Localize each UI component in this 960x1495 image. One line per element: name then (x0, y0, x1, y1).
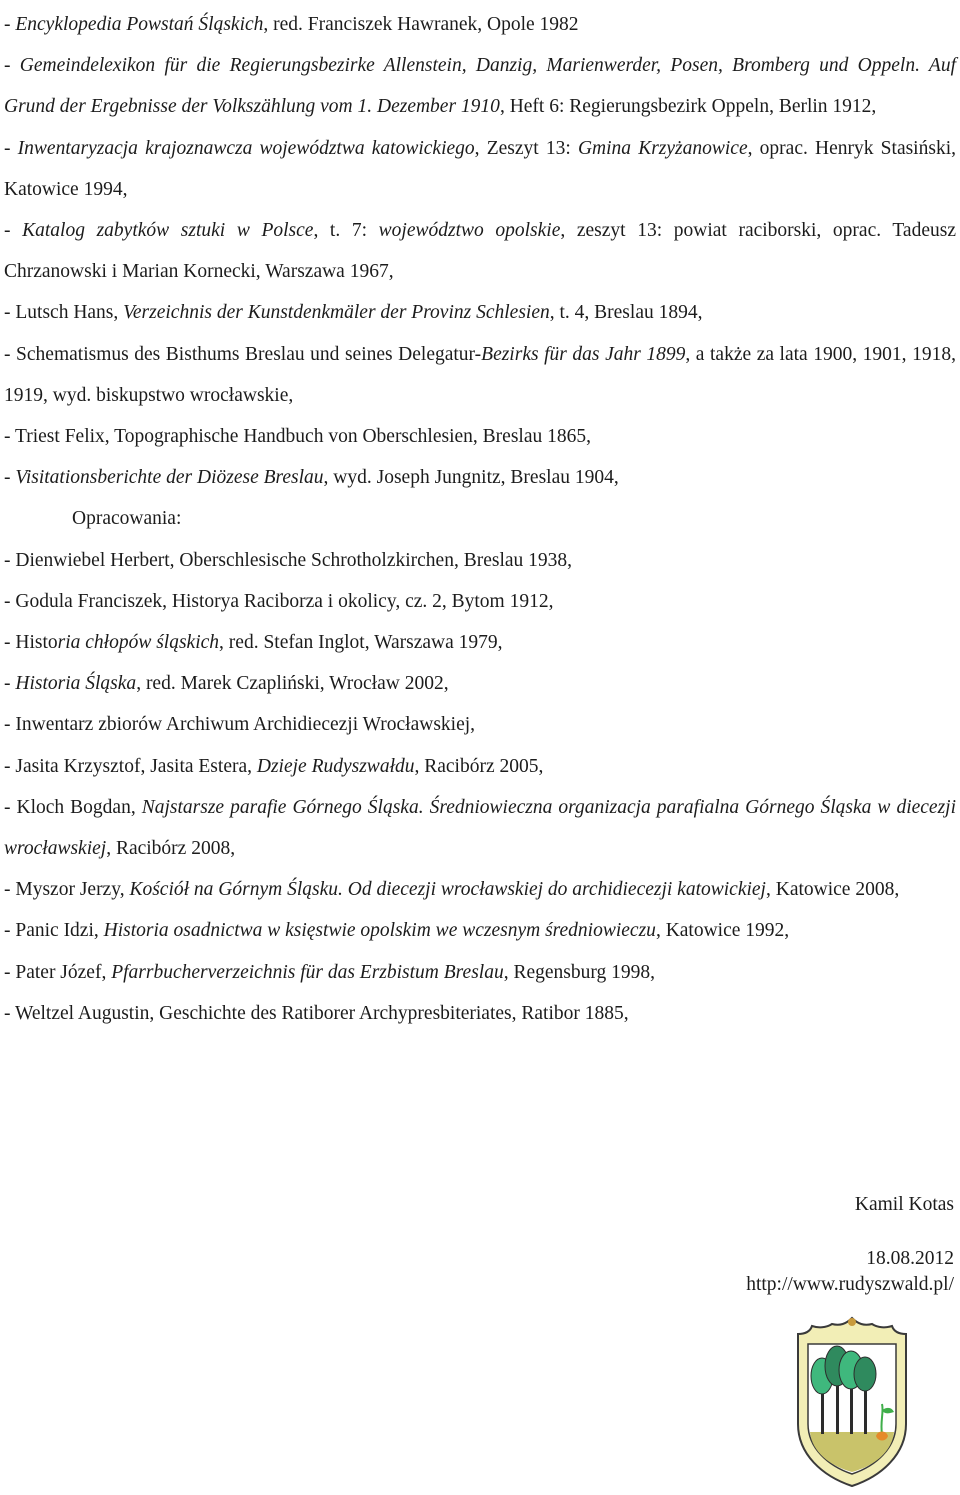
study-entry (4, 993, 956, 1034)
study-entry (4, 622, 956, 663)
entry-text-run: - Pater Józef, (4, 961, 112, 983)
entry-text-run: - Lutsch Hans, (4, 302, 124, 324)
study-entry (4, 910, 956, 951)
entry-text-run: Katalog zabytków sztuki w Polsce (22, 220, 314, 242)
study-entry (4, 540, 956, 581)
source-entry (4, 334, 956, 416)
entry-text-run: , Katowice 1992, (655, 920, 790, 942)
source-entry (4, 210, 956, 292)
study-entry (4, 581, 956, 622)
entry-text-run: , Regensburg 1998, (503, 961, 656, 983)
entry-text-run: - Schematismus des Bisthums Breslau und seines Delegatur- (4, 343, 482, 365)
entry-text-run: , Katowice 2008, (765, 879, 900, 901)
entry-text-run: - Myszor Jerzy, (4, 879, 130, 901)
study-entry (4, 952, 956, 993)
entry-text-run: , a także za lata 1900, 1901, 1918, 1919, wyd. biskupstwo wrocławskie, (4, 343, 956, 406)
entry-text-run: - (4, 220, 23, 242)
entry-text-run: - Weltzel Augustin, Geschichte des Ratiborer Archypresbiteriates, Ratibor 1885, (4, 1002, 629, 1024)
entry-text-run: Verzeichnis der Kunstdenkmäler der Provinz Schlesien (123, 302, 550, 324)
source-entry (4, 457, 956, 498)
study-entry (4, 663, 956, 704)
entry-text-run: , oprac. Henryk Stasiński, Katowice 1994, (4, 137, 956, 200)
website-link[interactable]: http://www.rudyszwald.pl/ (746, 1274, 954, 1295)
source-entry (4, 4, 956, 45)
entry-text-run: , Racibórz 2005, (414, 755, 544, 777)
entry-text-run: - Inwentarz zbiorów Archiwum Archidiecezji Wrocławskiej, (4, 714, 476, 736)
entry-text-run: - Godula Franciszek, Historya Raciborza i okolicy, cz. 2, Bytom 1912, (4, 590, 554, 612)
village-crest-icon (788, 1314, 916, 1490)
entry-text-run: , Heft 6: Regierungsbezirk Oppeln, Berlin 1912, (499, 96, 877, 118)
study-entry (4, 704, 956, 745)
crest-sprout-stem (881, 1404, 882, 1434)
study-entry (4, 746, 956, 787)
entry-text-run: - Kloch Bogdan, (4, 796, 142, 818)
document-date: 18.08.2012 (866, 1248, 954, 1269)
entry-text-run: Historia osadnictwa w księstwie opolskim we wczesnym średniowieczu (103, 920, 656, 942)
entry-text-run: - Dienwiebel Herbert, Oberschlesische Schrotholzkirchen, Breslau 1938, (4, 549, 573, 571)
entry-text-run: - (4, 673, 16, 695)
entry-text-run: Inwentaryzacja krajoznawcza województwa katowickiego (17, 137, 475, 159)
study-entry (4, 787, 956, 869)
entry-text-run: , red. Stefan Inglot, Warszawa 1979, (219, 632, 503, 654)
entry-text-run: województwo opolskie (378, 220, 561, 242)
source-entry (4, 128, 956, 210)
entry-text-run: - Jasita Krzysztof, Jasita Estera, (4, 755, 257, 777)
entry-text-run: - Gemeindelexikon für die Regierungsbezirke Allenstein, Danzig, Marienwerder, Posen, Bromberg und Oppeln. Auf Grund der Ergebnisse der Volkszählung vom 1. Dezember 1910 (4, 55, 956, 118)
sources-list (4, 4, 956, 498)
entry-text-run: ria chłopów śląskich (57, 632, 220, 654)
entry-text-run: , red. Marek Czapliński, Wrocław 2002, (136, 673, 449, 695)
entry-text-run: Gmina Krzyżanowice (577, 137, 748, 159)
entry-text-run: , red. Franciszek Hawranek, Opole 1982 (263, 14, 579, 35)
source-entry (4, 45, 956, 127)
crest-top-ornament (848, 1318, 856, 1326)
studies-list (4, 540, 956, 1034)
entry-text-run: Najstarsze parafie Górnego Śląska. Średniowieczna organizacja parafialna Górnego Śląska w diecezji wrocławskiej (4, 796, 957, 860)
entry-text-run: , zeszyt 13: powiat raciborski, oprac. Tadeusz Chrzanowski i Marian Kornecki, Warszawa 1967, (4, 220, 956, 283)
source-entry (4, 292, 956, 333)
author-signature: Kamil Kotas (854, 1194, 954, 1215)
entry-text-run: Kościół na Górnym Śląsku. Od diecezji wrocławskiej do archidiecezji katowickiej (129, 879, 766, 901)
entry-text-run: Dzieje Rudyszwałdu (256, 755, 415, 777)
entry-text-run: - (4, 467, 16, 489)
entry-text-run: Visitationsberichte der Diözese Breslau (15, 467, 324, 489)
entry-text-run: - Encyklopedia Powstań Śląskich (4, 14, 264, 35)
entry-text-run: Pfarrbucherverzeichnis für das Erzbistum Breslau (111, 961, 504, 983)
entry-text-run: - Histo (4, 632, 58, 654)
entry-text-run: Bezirks für das Jahr 1899 (481, 343, 686, 365)
entry-text-run: , t. 7: (313, 220, 379, 242)
bibliography-document (4, 4, 956, 1034)
entry-text-run: - (4, 137, 18, 159)
entry-text-run: , t. 4, Breslau 1894, (549, 302, 703, 324)
tree-crown-4 (854, 1357, 876, 1391)
entry-text-run: Historia Śląska (15, 673, 137, 695)
section-heading-studies: Opracowania: (72, 508, 182, 530)
entry-text-run: , Zeszyt 13: (474, 137, 578, 159)
source-entry (4, 416, 956, 457)
study-entry (4, 869, 956, 910)
entry-text-run: , Racibórz 2008, (106, 838, 236, 860)
entry-text-run: - Panic Idzi, (4, 920, 104, 942)
entry-text-run: , wyd. Joseph Jungnitz, Breslau 1904, (323, 467, 619, 489)
entry-text-run: - Triest Felix, Topographische Handbuch von Oberschlesien, Breslau 1865, (4, 426, 591, 448)
